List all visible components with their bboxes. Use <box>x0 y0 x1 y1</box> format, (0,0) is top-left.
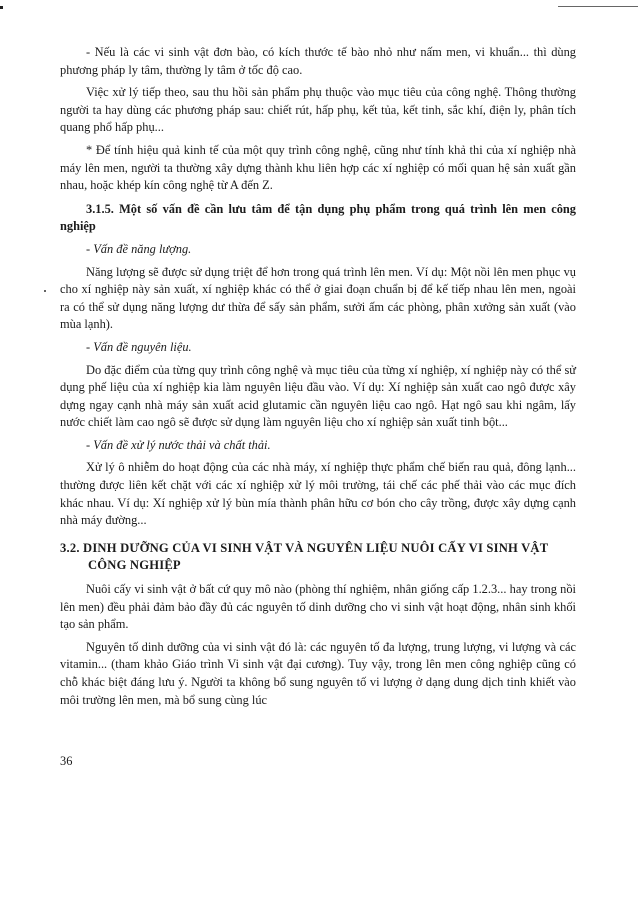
paragraph-processing-methods: Việc xử lý tiếp theo, sau thu hồi sản phẩm phụ thuộc vào mục tiêu của công nghệ. Thông thường người ta hay dùng các phương pháp sau: chiết rút, hấp phụ, kết tủa, kết tinh, sắc khí, điện ly, phân tích quang phổ hấp phụ... <box>60 85 576 135</box>
section-heading-3-2: 3.2. DINH DƯỠNG CỦA VI SINH VẬT VÀ NGUYÊN LIỆU NUÔI CẤY VI SINH VẬT CÔNG NGHIỆP <box>60 540 549 573</box>
subitem-energy: - Vấn đề năng lượng. <box>86 241 192 256</box>
page-body <box>60 44 576 714</box>
paragraph-centrifuge: - Nếu là các vi sinh vật đơn bào, có kích thước tế bào nhỏ như nấm men, vi khuẩn... thì dùng phương pháp ly tâm, thường ly tâm ở tốc độ cao. <box>60 45 576 77</box>
paragraph-energy: Năng lượng sẽ được sử dụng triệt để hơn trong quá trình lên men. Ví dụ: Một nồi lên men phục vụ cho xí nghiệp này sản xuất, xí nghiệp khác có thể ở giai đoạn chuẩn bị để kế tiếp nhau lên men, ngoài ra có thể sử dụng năng lượng dư thừa để sấy sản phẩm, sưởi ấm các phòng, phân xưởng sản xuất (vào mùa lạnh). <box>60 264 576 332</box>
corner-mark <box>0 6 3 9</box>
top-rule <box>558 6 638 7</box>
margin-dot <box>44 290 46 292</box>
page-number: 36 <box>60 754 73 768</box>
paragraph-raw-materials: Do đặc điểm của từng quy trình công nghệ và mục tiêu của từng xí nghiệp, xí nghiệp này có thể sử dụng phế liệu của xí nghiệp kia làm nguyên liệu đầu vào. Ví dụ: Xí nghiệp sản xuất cao ngô được xây dựng ngay cạnh nhà máy sản xuất acid glutamic cần nguyên liệu cao ngô. Hạt ngô sau khi ngâm, lấy nước chiết làm cao ngô sẽ được sử dụng làm nguyên liệu cho xí nghiệp sản xuất tinh bột... <box>60 362 576 430</box>
paragraph-economic-efficiency: * Để tính hiệu quả kinh tế của một quy trình công nghệ, cũng như tính khả thi của xí nghiệp nhà máy lên men, người ta thường xây dựng thành khu liên hợp các xí nghiệp có mối quan hệ sản xuất gần nhau, hoặc khép kín công nghệ từ A đến Z. <box>60 142 576 193</box>
subitem-waste-treatment: - Vấn đề xử lý nước thải và chất thải. <box>86 437 271 452</box>
paragraph-waste-treatment: Xử lý ô nhiễm do hoạt động của các nhà máy, xí nghiệp thực phẩm chế biến rau quả, đông lạnh... thường được liên kết chặt với các xí nghiệp xử lý môi trường, tái chế các phế thải vào các mục đích khác nhau. Ví dụ: Xí nghiệp xử lý bùn mía thành phân hữu cơ bón cho cây trồng, được xây dựng cạnh nhà máy đường... <box>60 460 576 528</box>
subitem-raw-materials: - Vấn đề nguyên liệu. <box>86 339 192 354</box>
subsection-heading-3-1-5: 3.1.5. Một số vấn đề cần lưu tâm để tận dụng phụ phẩm trong quá trình lên men công nghiệp <box>60 201 576 234</box>
paragraph-nutrient-elements: Nguyên tố dinh dưỡng của vi sinh vật đó là: các nguyên tố đa lượng, trung lượng, vi lượng và các vitamin... (tham khảo Giáo trình Vi sinh vật đại cương). Tuy vậy, trong lên men công nghiệp cũng có chỗ khác biệt đáng lưu ý. Người ta không bổ sung nguyên tố vi lượng ở dạng dung dịch tinh khiết vào môi trường lên men, mà bổ sung cùng lúc <box>60 639 576 707</box>
paragraph-culture-nutrition: Nuôi cấy vi sinh vật ở bất cứ quy mô nào (phòng thí nghiệm, nhân giống cấp 1.2.3... hay trong nồi lên men) đều phải đảm bảo đầy đủ các nguyên tố dinh dưỡng cho vi sinh vật hoạt động, nhân sinh khối tạo sản phẩm. <box>60 582 576 632</box>
